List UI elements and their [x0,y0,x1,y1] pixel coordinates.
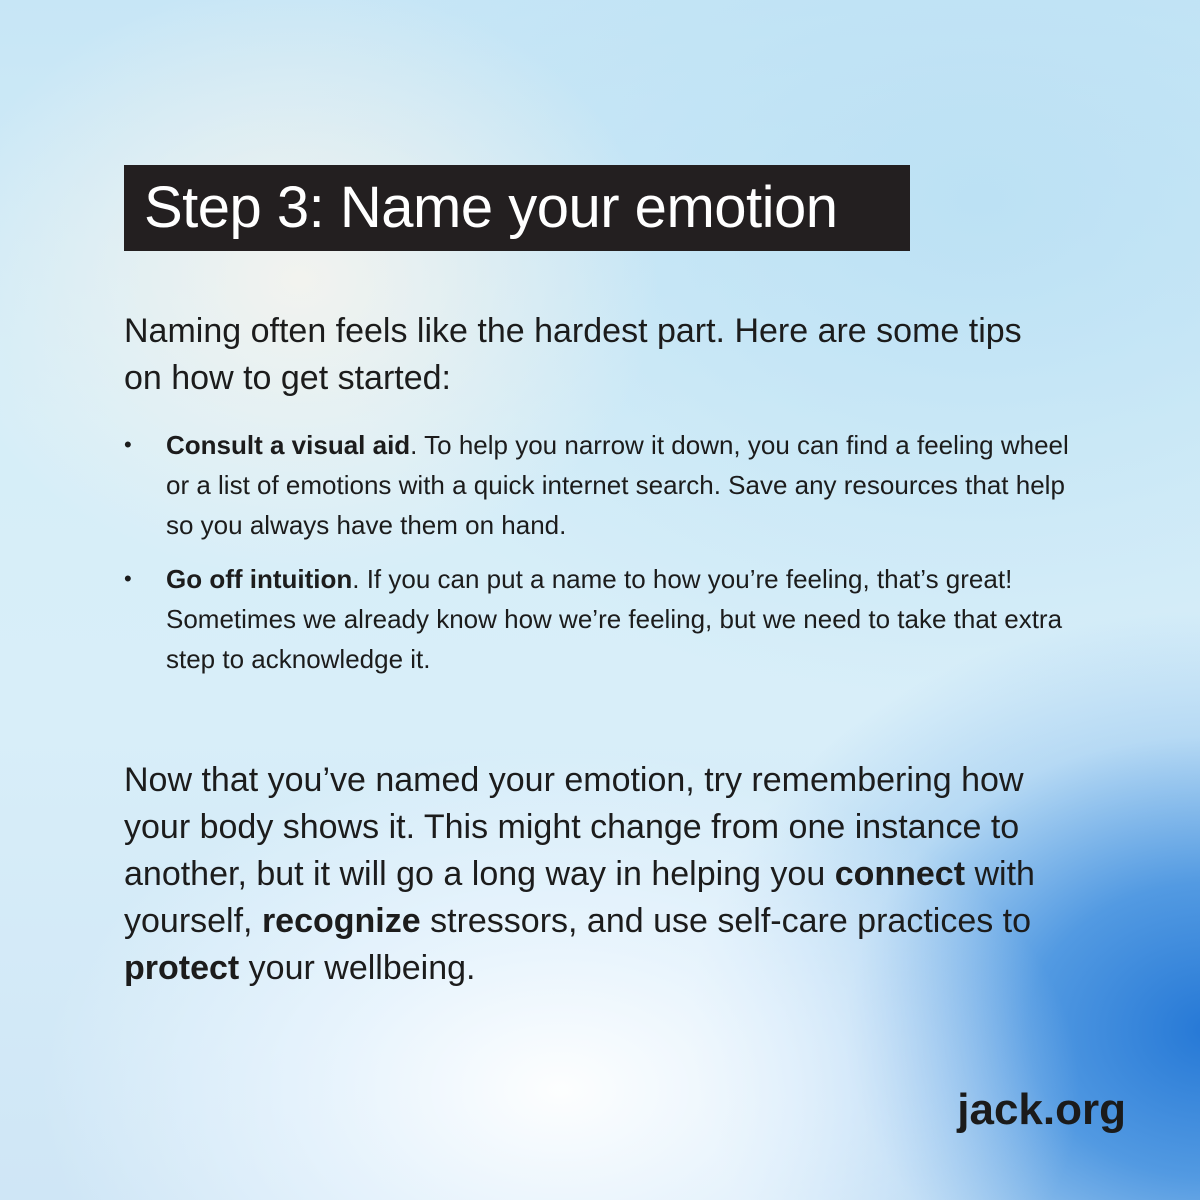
outro-text: stressors, and use self-care practices to [420,902,1032,940]
tip-body: . If you can put a name to how you’re feeling, that’s great! Sometimes we already know how we’re feeling, but we need to take that extra step to acknowledge it. [166,564,1063,674]
outro-text: Now that you’ve named your emotion, try remembering how your body shows it. This might change from one instance to another, but it will go a long way in helping you [124,761,1024,893]
outro-text: with yourself, [124,855,1035,940]
brand-logo: jack.org [957,1085,1126,1134]
outro-text: your wellbeing. [239,949,476,987]
outro-paragraph [124,757,1084,992]
page-title: Step 3: Name your emotion [124,165,910,251]
tip-intuition [124,559,1084,679]
tip-heading: Go off intuition [166,564,353,594]
emphasis-connect: connect [834,855,966,893]
emphasis-protect: protect [124,949,240,987]
tip-visual-aid [124,425,1084,545]
bullet-icon: • [124,566,132,591]
bullet-icon: • [124,432,132,457]
intro-paragraph: Naming often feels like the hardest part. Here are some tips on how to get started: [124,312,1022,397]
emphasis-recognize: recognize [261,902,421,940]
tip-heading: Consult a visual aid [166,430,411,460]
tips-list [124,425,1084,693]
tip-body: . To help you narrow it down, you can find a feeling wheel or a list of emotions with a quick internet search. Save any resources that help so you always have them on hand. [166,430,1069,540]
